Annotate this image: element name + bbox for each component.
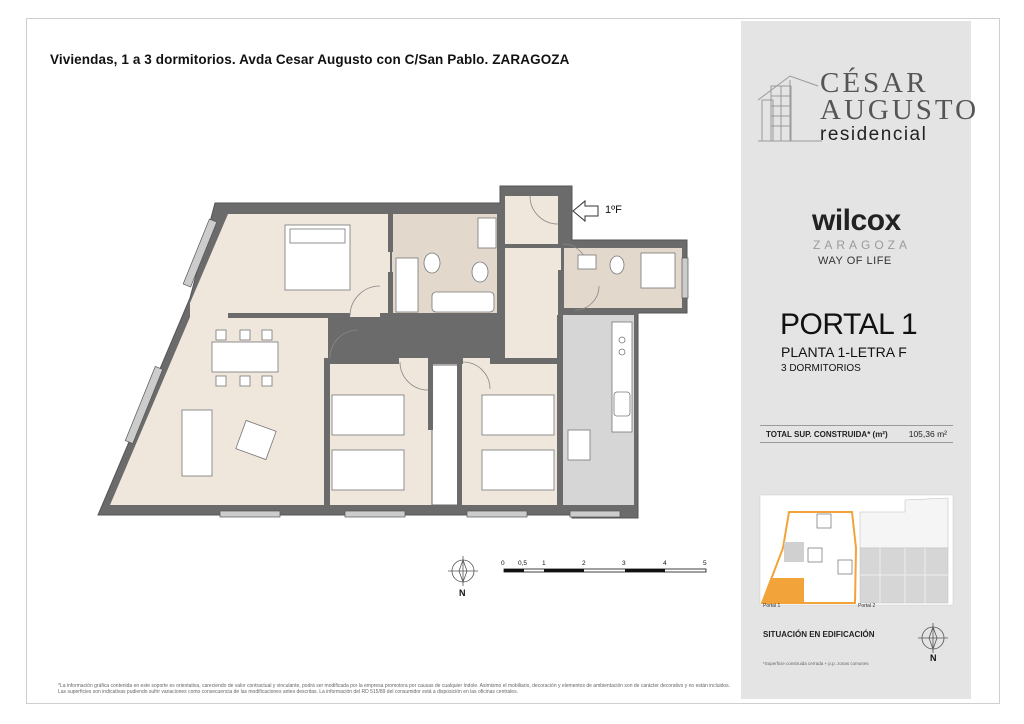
brand-line-1: CÉSAR (820, 67, 929, 99)
brand-line-2: AUGUSTO (820, 94, 980, 126)
compass-north-label: N (459, 588, 466, 598)
portal-1-label: Portal 1 (763, 603, 781, 609)
scale-tick-label: 0 (501, 560, 505, 567)
scale-bar (504, 569, 706, 572)
portal-heading: PORTAL 1 (780, 308, 918, 341)
scale-tick-label: 4 (663, 560, 667, 567)
scale-tick-label: 2 (582, 560, 586, 567)
compass-situation (918, 623, 948, 653)
hall-floor (505, 196, 561, 358)
surface-footnote: *Superficie construida cerrada + p.p. zonas comunes (763, 661, 869, 666)
scale-tick-label: 3 (622, 560, 626, 567)
developer-tagline: WAY OF LIFE (818, 255, 892, 267)
scale-tick-label: 1 (542, 560, 546, 567)
compass-main (448, 556, 478, 586)
surface-value: 105,36 m² (908, 429, 947, 439)
developer-city: ZARAGOZA (813, 238, 912, 252)
portal-2-label: Portal 2 (858, 603, 876, 609)
floor-level-marker: 1ºF (605, 204, 622, 216)
brand-line-3: residencial (820, 124, 928, 145)
situation-map (760, 495, 953, 605)
page-title: Viviendas, 1 a 3 dormitorios. Avda Cesar Augusto con C/San Pablo. ZARAGOZA (50, 52, 570, 67)
entrance-arrow (573, 201, 598, 221)
bedroom-count: 3 DORMITORIOS (781, 363, 861, 374)
legal-disclaimer: *La información gráfica contenida en este soporte es orientativa, careciendo de valor contractual y vinculante, podrá ser modificada por la empresa promotora por causas de cualquier índole. Asimismo el mobiliario, decoración y elementos de ambientación son de carácter decorativo y no están incluidos. Las superficies son indicativas pudiendo sufrir variaciones como consecuencia de las modificaciones antes descritas. La información del RD 515/89 del consumidor está a disposición en las oficinas centrales. (58, 683, 731, 695)
developer-logo: wilcox (812, 204, 901, 237)
compass-north-label-small: N (930, 653, 937, 663)
floor-letter: PLANTA 1-LETRA F (781, 344, 907, 360)
scale-tick-label: 0,5 (518, 560, 528, 567)
closet-floor (432, 365, 460, 505)
situation-title: SITUACIÓN EN EDIFICACIÓN (763, 630, 875, 639)
scale-tick-label: 5 (703, 560, 707, 567)
surface-label: TOTAL SUP. CONSTRUIDA* (m²) (766, 430, 888, 439)
